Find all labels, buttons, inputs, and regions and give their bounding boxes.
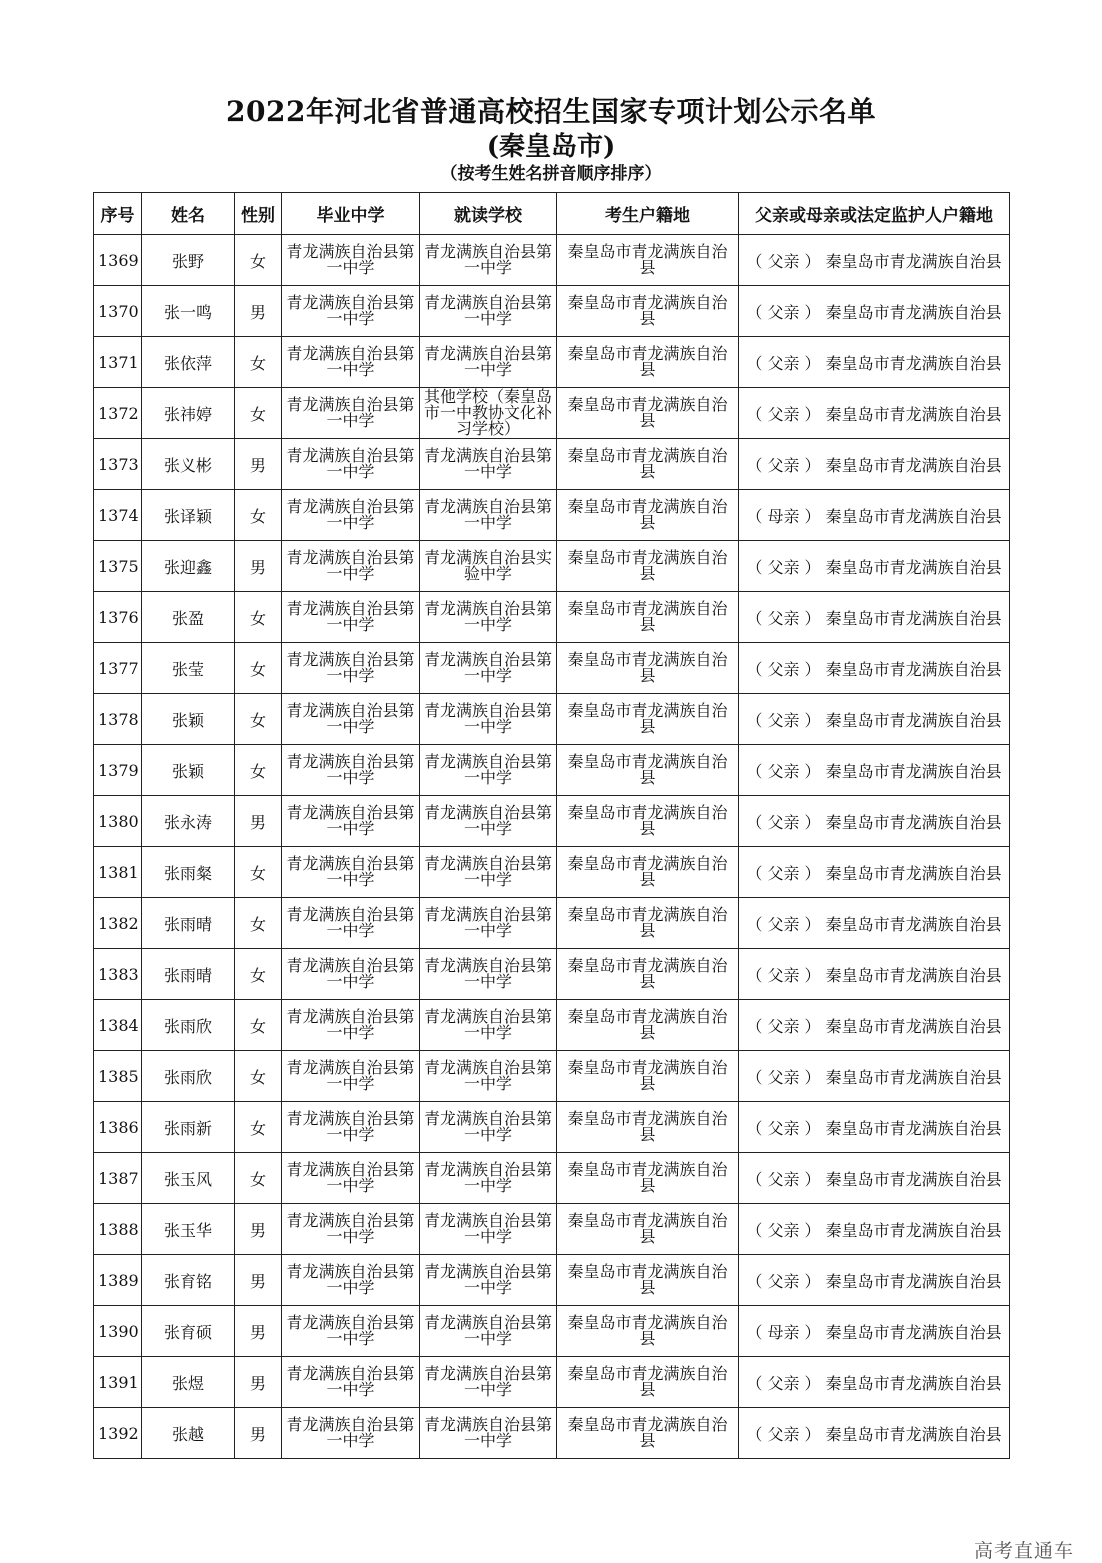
cell-guardian-residence: （ 父亲 ） 秦皇岛市青龙满族自治县	[739, 286, 1010, 337]
cell-grad-school: 青龙满族自治县第一中学	[282, 1357, 420, 1408]
table-row	[94, 847, 1010, 898]
cell-name: 张颖	[142, 745, 235, 796]
cell-id: 1385	[94, 1051, 142, 1102]
cell-guardian-residence: （ 父亲 ） 秦皇岛市青龙满族自治县	[739, 1255, 1010, 1306]
cell-current-school: 青龙满族自治县第一中学	[420, 286, 557, 337]
cell-grad-school: 青龙满族自治县第一中学	[282, 235, 420, 286]
cell-gender: 女	[235, 643, 282, 694]
table-row	[94, 541, 1010, 592]
cell-guardian-residence: （ 父亲 ） 秦皇岛市青龙满族自治县	[739, 949, 1010, 1000]
cell-grad-school: 青龙满族自治县第一中学	[282, 592, 420, 643]
cell-current-school: 青龙满族自治县第一中学	[420, 847, 557, 898]
header-cell-name: 姓名	[142, 193, 235, 235]
table-row	[94, 1408, 1010, 1459]
cell-id: 1382	[94, 898, 142, 949]
cell-gender: 男	[235, 541, 282, 592]
table-row	[94, 1051, 1010, 1102]
cell-current-school: 青龙满族自治县第一中学	[420, 1051, 557, 1102]
cell-grad-school: 青龙满族自治县第一中学	[282, 490, 420, 541]
table-row	[94, 337, 1010, 388]
table-row	[94, 388, 1010, 439]
cell-name: 张永涛	[142, 796, 235, 847]
cell-gender: 男	[235, 1357, 282, 1408]
header-cell-grad-school: 毕业中学	[282, 193, 420, 235]
table-row	[94, 1153, 1010, 1204]
cell-name: 张玉华	[142, 1204, 235, 1255]
cell-name: 张依萍	[142, 337, 235, 388]
cell-gender: 男	[235, 439, 282, 490]
cell-guardian-residence: （ 母亲 ） 秦皇岛市青龙满族自治县	[739, 1306, 1010, 1357]
table-row	[94, 1204, 1010, 1255]
table-row	[94, 592, 1010, 643]
cell-gender: 男	[235, 796, 282, 847]
cell-guardian-residence: （ 父亲 ） 秦皇岛市青龙满族自治县	[739, 847, 1010, 898]
table-row	[94, 1000, 1010, 1051]
cell-gender: 女	[235, 949, 282, 1000]
cell-residence: 秦皇岛市青龙满族自治县	[557, 1408, 739, 1459]
cell-guardian-residence: （ 父亲 ） 秦皇岛市青龙满族自治县	[739, 1000, 1010, 1051]
cell-id: 1389	[94, 1255, 142, 1306]
cell-id: 1391	[94, 1357, 142, 1408]
cell-name: 张盈	[142, 592, 235, 643]
cell-guardian-residence: （ 父亲 ） 秦皇岛市青龙满族自治县	[739, 541, 1010, 592]
cell-name: 张雨欣	[142, 1051, 235, 1102]
cell-residence: 秦皇岛市青龙满族自治县	[557, 745, 739, 796]
cell-name: 张育硕	[142, 1306, 235, 1357]
cell-residence: 秦皇岛市青龙满族自治县	[557, 847, 739, 898]
table-row	[94, 796, 1010, 847]
table-row	[94, 439, 1010, 490]
cell-guardian-residence: （ 父亲 ） 秦皇岛市青龙满族自治县	[739, 796, 1010, 847]
table-header-row	[94, 193, 1010, 235]
cell-gender: 女	[235, 898, 282, 949]
cell-gender: 女	[235, 847, 282, 898]
cell-guardian-residence: （ 父亲 ） 秦皇岛市青龙满族自治县	[739, 745, 1010, 796]
cell-current-school: 青龙满族自治县第一中学	[420, 1000, 557, 1051]
cell-id: 1390	[94, 1306, 142, 1357]
table-row	[94, 1102, 1010, 1153]
cell-name: 张雨晴	[142, 949, 235, 1000]
cell-residence: 秦皇岛市青龙满族自治县	[557, 235, 739, 286]
table-row	[94, 745, 1010, 796]
cell-residence: 秦皇岛市青龙满族自治县	[557, 1357, 739, 1408]
cell-guardian-residence: （ 父亲 ） 秦皇岛市青龙满族自治县	[739, 643, 1010, 694]
cell-guardian-residence: （ 父亲 ） 秦皇岛市青龙满族自治县	[739, 592, 1010, 643]
cell-grad-school: 青龙满族自治县第一中学	[282, 337, 420, 388]
table-row	[94, 1255, 1010, 1306]
cell-name: 张雨晴	[142, 898, 235, 949]
cell-residence: 秦皇岛市青龙满族自治县	[557, 490, 739, 541]
cell-grad-school: 青龙满族自治县第一中学	[282, 643, 420, 694]
cell-name: 张雨粲	[142, 847, 235, 898]
cell-residence: 秦皇岛市青龙满族自治县	[557, 949, 739, 1000]
cell-grad-school: 青龙满族自治县第一中学	[282, 439, 420, 490]
table-row	[94, 898, 1010, 949]
cell-current-school: 青龙满族自治县第一中学	[420, 1408, 557, 1459]
cell-gender: 女	[235, 745, 282, 796]
cell-residence: 秦皇岛市青龙满族自治县	[557, 643, 739, 694]
cell-name: 张雨欣	[142, 1000, 235, 1051]
cell-gender: 女	[235, 592, 282, 643]
cell-residence: 秦皇岛市青龙满族自治县	[557, 286, 739, 337]
cell-id: 1376	[94, 592, 142, 643]
cell-guardian-residence: （ 父亲 ） 秦皇岛市青龙满族自治县	[739, 235, 1010, 286]
cell-name: 张颖	[142, 694, 235, 745]
table-row	[94, 490, 1010, 541]
table-body	[94, 235, 1010, 1459]
cell-residence: 秦皇岛市青龙满族自治县	[557, 1102, 739, 1153]
cell-id: 1375	[94, 541, 142, 592]
cell-id: 1378	[94, 694, 142, 745]
cell-grad-school: 青龙满族自治县第一中学	[282, 1306, 420, 1357]
cell-residence: 秦皇岛市青龙满族自治县	[557, 1153, 739, 1204]
header-cell-guardian-residence: 父亲或母亲或法定监护人户籍地	[739, 193, 1010, 235]
cell-current-school: 青龙满族自治县第一中学	[420, 439, 557, 490]
cell-grad-school: 青龙满族自治县第一中学	[282, 898, 420, 949]
cell-residence: 秦皇岛市青龙满族自治县	[557, 694, 739, 745]
cell-guardian-residence: （ 父亲 ） 秦皇岛市青龙满族自治县	[739, 1408, 1010, 1459]
sort-order-note: （按考生姓名拼音顺序排序）	[440, 164, 662, 184]
cell-residence: 秦皇岛市青龙满族自治县	[557, 592, 739, 643]
header-cell-residence: 考生户籍地	[557, 193, 739, 235]
cell-grad-school: 青龙满族自治县第一中学	[282, 745, 420, 796]
cell-grad-school: 青龙满族自治县第一中学	[282, 1051, 420, 1102]
cell-grad-school: 青龙满族自治县第一中学	[282, 796, 420, 847]
cell-current-school: 青龙满族自治县第一中学	[420, 1102, 557, 1153]
cell-gender: 女	[235, 337, 282, 388]
table-row	[94, 235, 1010, 286]
table-row	[94, 1306, 1010, 1357]
cell-gender: 男	[235, 1408, 282, 1459]
cell-name: 张一鸣	[142, 286, 235, 337]
cell-current-school: 青龙满族自治县第一中学	[420, 949, 557, 1000]
cell-guardian-residence: （ 父亲 ） 秦皇岛市青龙满族自治县	[739, 898, 1010, 949]
table-row	[94, 694, 1010, 745]
cell-grad-school: 青龙满族自治县第一中学	[282, 388, 420, 439]
cell-id: 1371	[94, 337, 142, 388]
cell-guardian-residence: （ 父亲 ） 秦皇岛市青龙满族自治县	[739, 1102, 1010, 1153]
cell-id: 1379	[94, 745, 142, 796]
cell-current-school: 青龙满族自治县第一中学	[420, 898, 557, 949]
document-title: 2022年河北省普通高校招生国家专项计划公示名单	[226, 95, 876, 128]
cell-gender: 女	[235, 1102, 282, 1153]
cell-gender: 男	[235, 1306, 282, 1357]
cell-current-school: 青龙满族自治县第一中学	[420, 796, 557, 847]
cell-id: 1377	[94, 643, 142, 694]
cell-name: 张译颖	[142, 490, 235, 541]
watermark-label: 高考直通车	[973, 1540, 1074, 1562]
cell-name: 张迎鑫	[142, 541, 235, 592]
cell-current-school: 青龙满族自治县第一中学	[420, 592, 557, 643]
cell-current-school: 青龙满族自治县第一中学	[420, 1204, 557, 1255]
cell-current-school: 青龙满族自治县第一中学	[420, 643, 557, 694]
cell-id: 1392	[94, 1408, 142, 1459]
cell-grad-school: 青龙满族自治县第一中学	[282, 541, 420, 592]
header-cell-gender: 性别	[235, 193, 282, 235]
cell-guardian-residence: （ 父亲 ） 秦皇岛市青龙满族自治县	[739, 388, 1010, 439]
cell-guardian-residence: （ 父亲 ） 秦皇岛市青龙满族自治县	[739, 337, 1010, 388]
cell-id: 1374	[94, 490, 142, 541]
cell-guardian-residence: （ 父亲 ） 秦皇岛市青龙满族自治县	[739, 439, 1010, 490]
cell-guardian-residence: （ 父亲 ） 秦皇岛市青龙满族自治县	[739, 1204, 1010, 1255]
cell-grad-school: 青龙满族自治县第一中学	[282, 949, 420, 1000]
cell-current-school: 青龙满族自治县第一中学	[420, 1357, 557, 1408]
cell-name: 张育铭	[142, 1255, 235, 1306]
table-row	[94, 286, 1010, 337]
cell-gender: 男	[235, 286, 282, 337]
cell-grad-school: 青龙满族自治县第一中学	[282, 1102, 420, 1153]
document-subtitle: (秦皇岛市)	[486, 132, 616, 162]
cell-gender: 女	[235, 235, 282, 286]
cell-grad-school: 青龙满族自治县第一中学	[282, 1000, 420, 1051]
cell-grad-school: 青龙满族自治县第一中学	[282, 1408, 420, 1459]
table-row	[94, 643, 1010, 694]
cell-residence: 秦皇岛市青龙满族自治县	[557, 439, 739, 490]
cell-current-school: 其他学校（秦皇岛市一中教协文化补习学校）	[420, 388, 557, 439]
cell-current-school: 青龙满族自治县第一中学	[420, 1255, 557, 1306]
cell-name: 张玉风	[142, 1153, 235, 1204]
cell-gender: 女	[235, 1153, 282, 1204]
cell-id: 1383	[94, 949, 142, 1000]
header-cell-id: 序号	[94, 193, 142, 235]
cell-name: 张煜	[142, 1357, 235, 1408]
roster-table	[93, 192, 1010, 1459]
cell-residence: 秦皇岛市青龙满族自治县	[557, 898, 739, 949]
cell-id: 1381	[94, 847, 142, 898]
cell-residence: 秦皇岛市青龙满族自治县	[557, 388, 739, 439]
cell-residence: 秦皇岛市青龙满族自治县	[557, 1000, 739, 1051]
cell-id: 1384	[94, 1000, 142, 1051]
cell-name: 张祎婷	[142, 388, 235, 439]
cell-grad-school: 青龙满族自治县第一中学	[282, 1255, 420, 1306]
cell-id: 1380	[94, 796, 142, 847]
cell-gender: 女	[235, 1000, 282, 1051]
cell-gender: 男	[235, 1204, 282, 1255]
cell-guardian-residence: （ 父亲 ） 秦皇岛市青龙满族自治县	[739, 1153, 1010, 1204]
cell-current-school: 青龙满族自治县第一中学	[420, 745, 557, 796]
cell-guardian-residence: （ 父亲 ） 秦皇岛市青龙满族自治县	[739, 1357, 1010, 1408]
cell-residence: 秦皇岛市青龙满族自治县	[557, 541, 739, 592]
header-cell-current-school: 就读学校	[420, 193, 557, 235]
cell-current-school: 青龙满族自治县实验中学	[420, 541, 557, 592]
cell-residence: 秦皇岛市青龙满族自治县	[557, 1306, 739, 1357]
cell-grad-school: 青龙满族自治县第一中学	[282, 286, 420, 337]
cell-guardian-residence: （ 父亲 ） 秦皇岛市青龙满族自治县	[739, 1051, 1010, 1102]
cell-gender: 男	[235, 1255, 282, 1306]
cell-gender: 女	[235, 694, 282, 745]
cell-id: 1388	[94, 1204, 142, 1255]
cell-gender: 女	[235, 1051, 282, 1102]
cell-current-school: 青龙满族自治县第一中学	[420, 490, 557, 541]
cell-current-school: 青龙满族自治县第一中学	[420, 235, 557, 286]
cell-name: 张莹	[142, 643, 235, 694]
cell-name: 张越	[142, 1408, 235, 1459]
cell-grad-school: 青龙满族自治县第一中学	[282, 694, 420, 745]
cell-name: 张义彬	[142, 439, 235, 490]
cell-name: 张雨新	[142, 1102, 235, 1153]
cell-gender: 女	[235, 388, 282, 439]
cell-current-school: 青龙满族自治县第一中学	[420, 1306, 557, 1357]
cell-id: 1369	[94, 235, 142, 286]
cell-residence: 秦皇岛市青龙满族自治县	[557, 337, 739, 388]
cell-id: 1387	[94, 1153, 142, 1204]
cell-residence: 秦皇岛市青龙满族自治县	[557, 1051, 739, 1102]
cell-current-school: 青龙满族自治县第一中学	[420, 337, 557, 388]
cell-grad-school: 青龙满族自治县第一中学	[282, 1153, 420, 1204]
table-row	[94, 949, 1010, 1000]
cell-id: 1373	[94, 439, 142, 490]
cell-current-school: 青龙满族自治县第一中学	[420, 694, 557, 745]
cell-id: 1386	[94, 1102, 142, 1153]
cell-id: 1370	[94, 286, 142, 337]
cell-grad-school: 青龙满族自治县第一中学	[282, 847, 420, 898]
cell-current-school: 青龙满族自治县第一中学	[420, 1153, 557, 1204]
cell-id: 1372	[94, 388, 142, 439]
table-row	[94, 1357, 1010, 1408]
cell-name: 张野	[142, 235, 235, 286]
cell-guardian-residence: （ 父亲 ） 秦皇岛市青龙满族自治县	[739, 694, 1010, 745]
cell-residence: 秦皇岛市青龙满族自治县	[557, 1204, 739, 1255]
cell-gender: 女	[235, 490, 282, 541]
cell-residence: 秦皇岛市青龙满族自治县	[557, 796, 739, 847]
cell-guardian-residence: （ 母亲 ） 秦皇岛市青龙满族自治县	[739, 490, 1010, 541]
cell-residence: 秦皇岛市青龙满族自治县	[557, 1255, 739, 1306]
cell-grad-school: 青龙满族自治县第一中学	[282, 1204, 420, 1255]
